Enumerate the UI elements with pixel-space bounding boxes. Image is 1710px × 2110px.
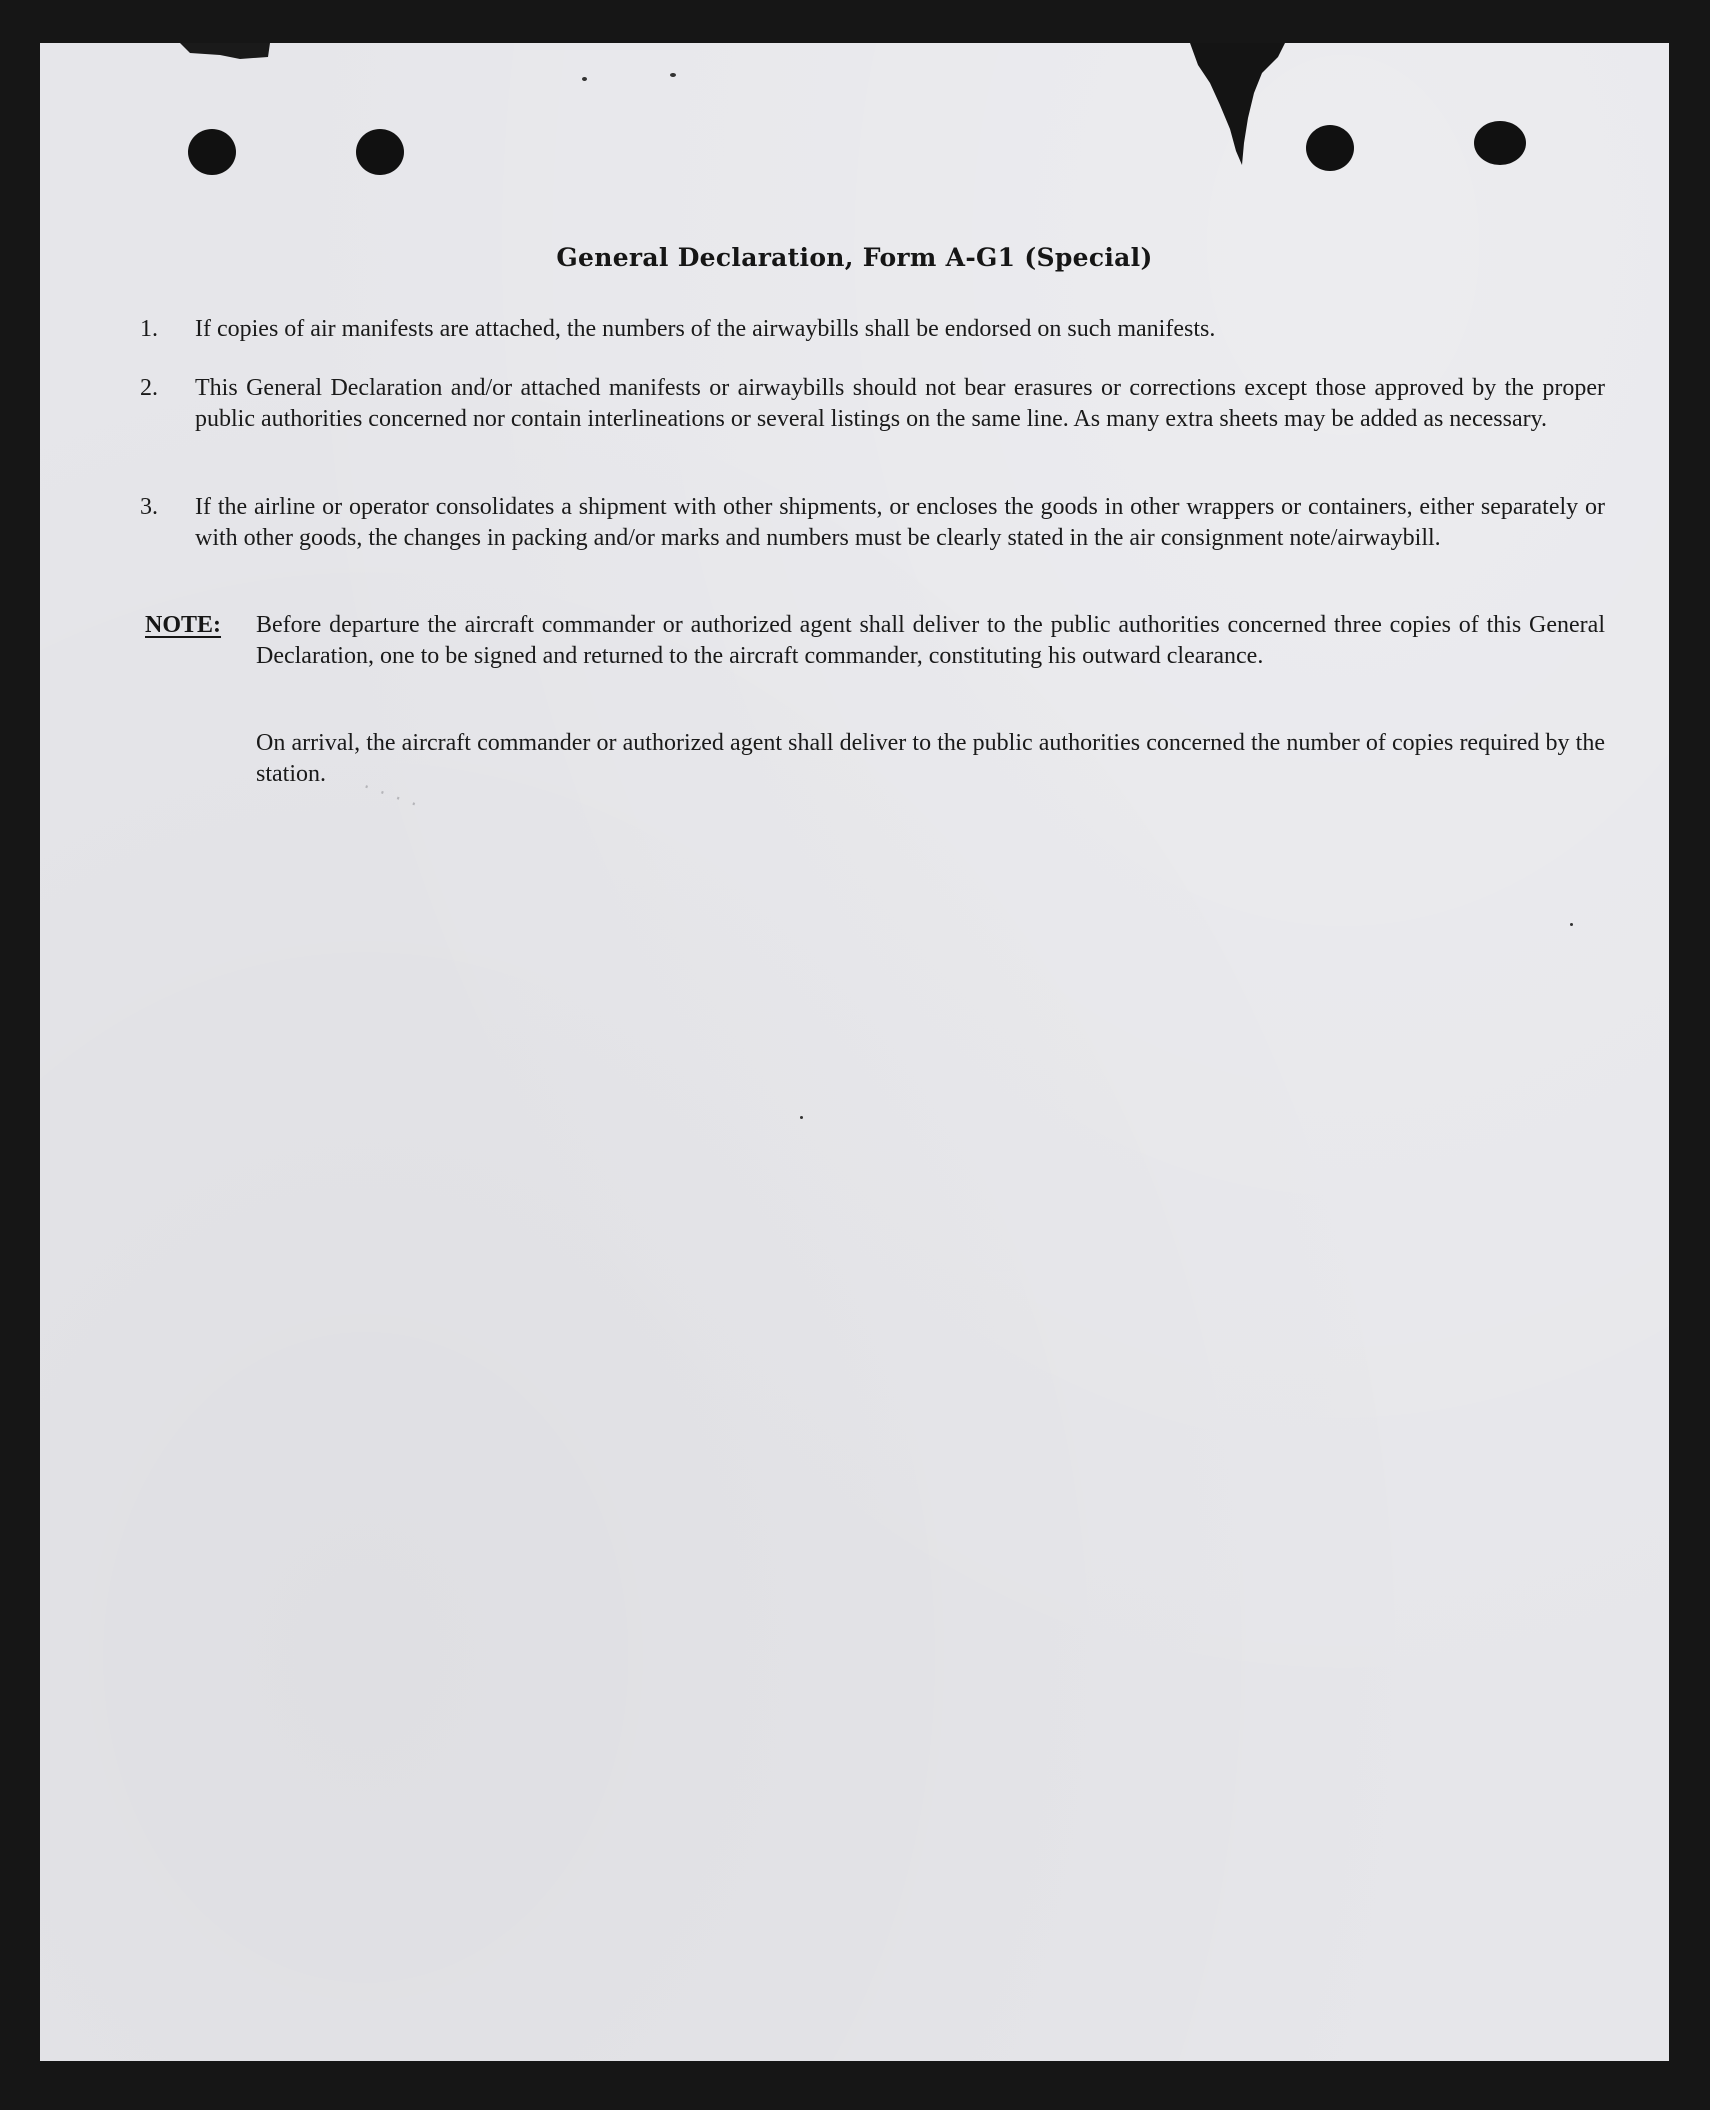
item-number: 1. (140, 316, 158, 342)
speck (670, 73, 676, 77)
item-number: 2. (140, 375, 158, 401)
bleed-through-mark: · · · · (357, 773, 421, 817)
speck (800, 1116, 803, 1119)
torn-edge-icon (1190, 43, 1300, 173)
punch-hole-icon (1474, 121, 1526, 165)
list-item (140, 314, 1605, 345)
list-item (140, 492, 1605, 585)
item-text: If the airline or operator consolidates a shipment with other shipments, or encloses the goods in other wrappers or containers, either separately or with other goods, the changes in packing and/or marks and numbers must be clearly stated in the air consignment note/airwaybill. (195, 494, 1605, 551)
punch-hole-icon (1306, 125, 1354, 171)
item-text: This General Declaration and/or attached manifests or airwaybills should not bear erasures or corrections except those approved by the proper public authorities concerned nor contain interlineations or several listings on the same line. As many extra sheets may be added as necessary. (195, 375, 1605, 432)
punch-hole-icon (356, 129, 404, 175)
document-page (40, 43, 1669, 2061)
speck (1570, 923, 1573, 926)
punch-hole-icon (188, 129, 236, 175)
speck (582, 77, 587, 81)
note-paragraph: On arrival, the aircraft commander or authorized agent shall deliver to the public authorities concerned the number of copies required by the station. (256, 730, 1605, 787)
item-text: If copies of air manifests are attached, the numbers of the airwaybills shall be endorsed on such manifests. (195, 316, 1216, 342)
item-number: 3. (140, 494, 158, 520)
note-label: NOTE: (145, 612, 222, 638)
document-title: General Declaration, Form A-G1 (Special) (556, 243, 1153, 272)
scan-artifact-icon (180, 43, 270, 63)
note-paragraph: Before departure the aircraft commander or authorized agent shall deliver to the public authorities concerned three copies of this General Declaration, one to be signed and returned to the aircraft commander, constituting his outward clearance. (256, 612, 1605, 669)
list-item (140, 373, 1605, 466)
